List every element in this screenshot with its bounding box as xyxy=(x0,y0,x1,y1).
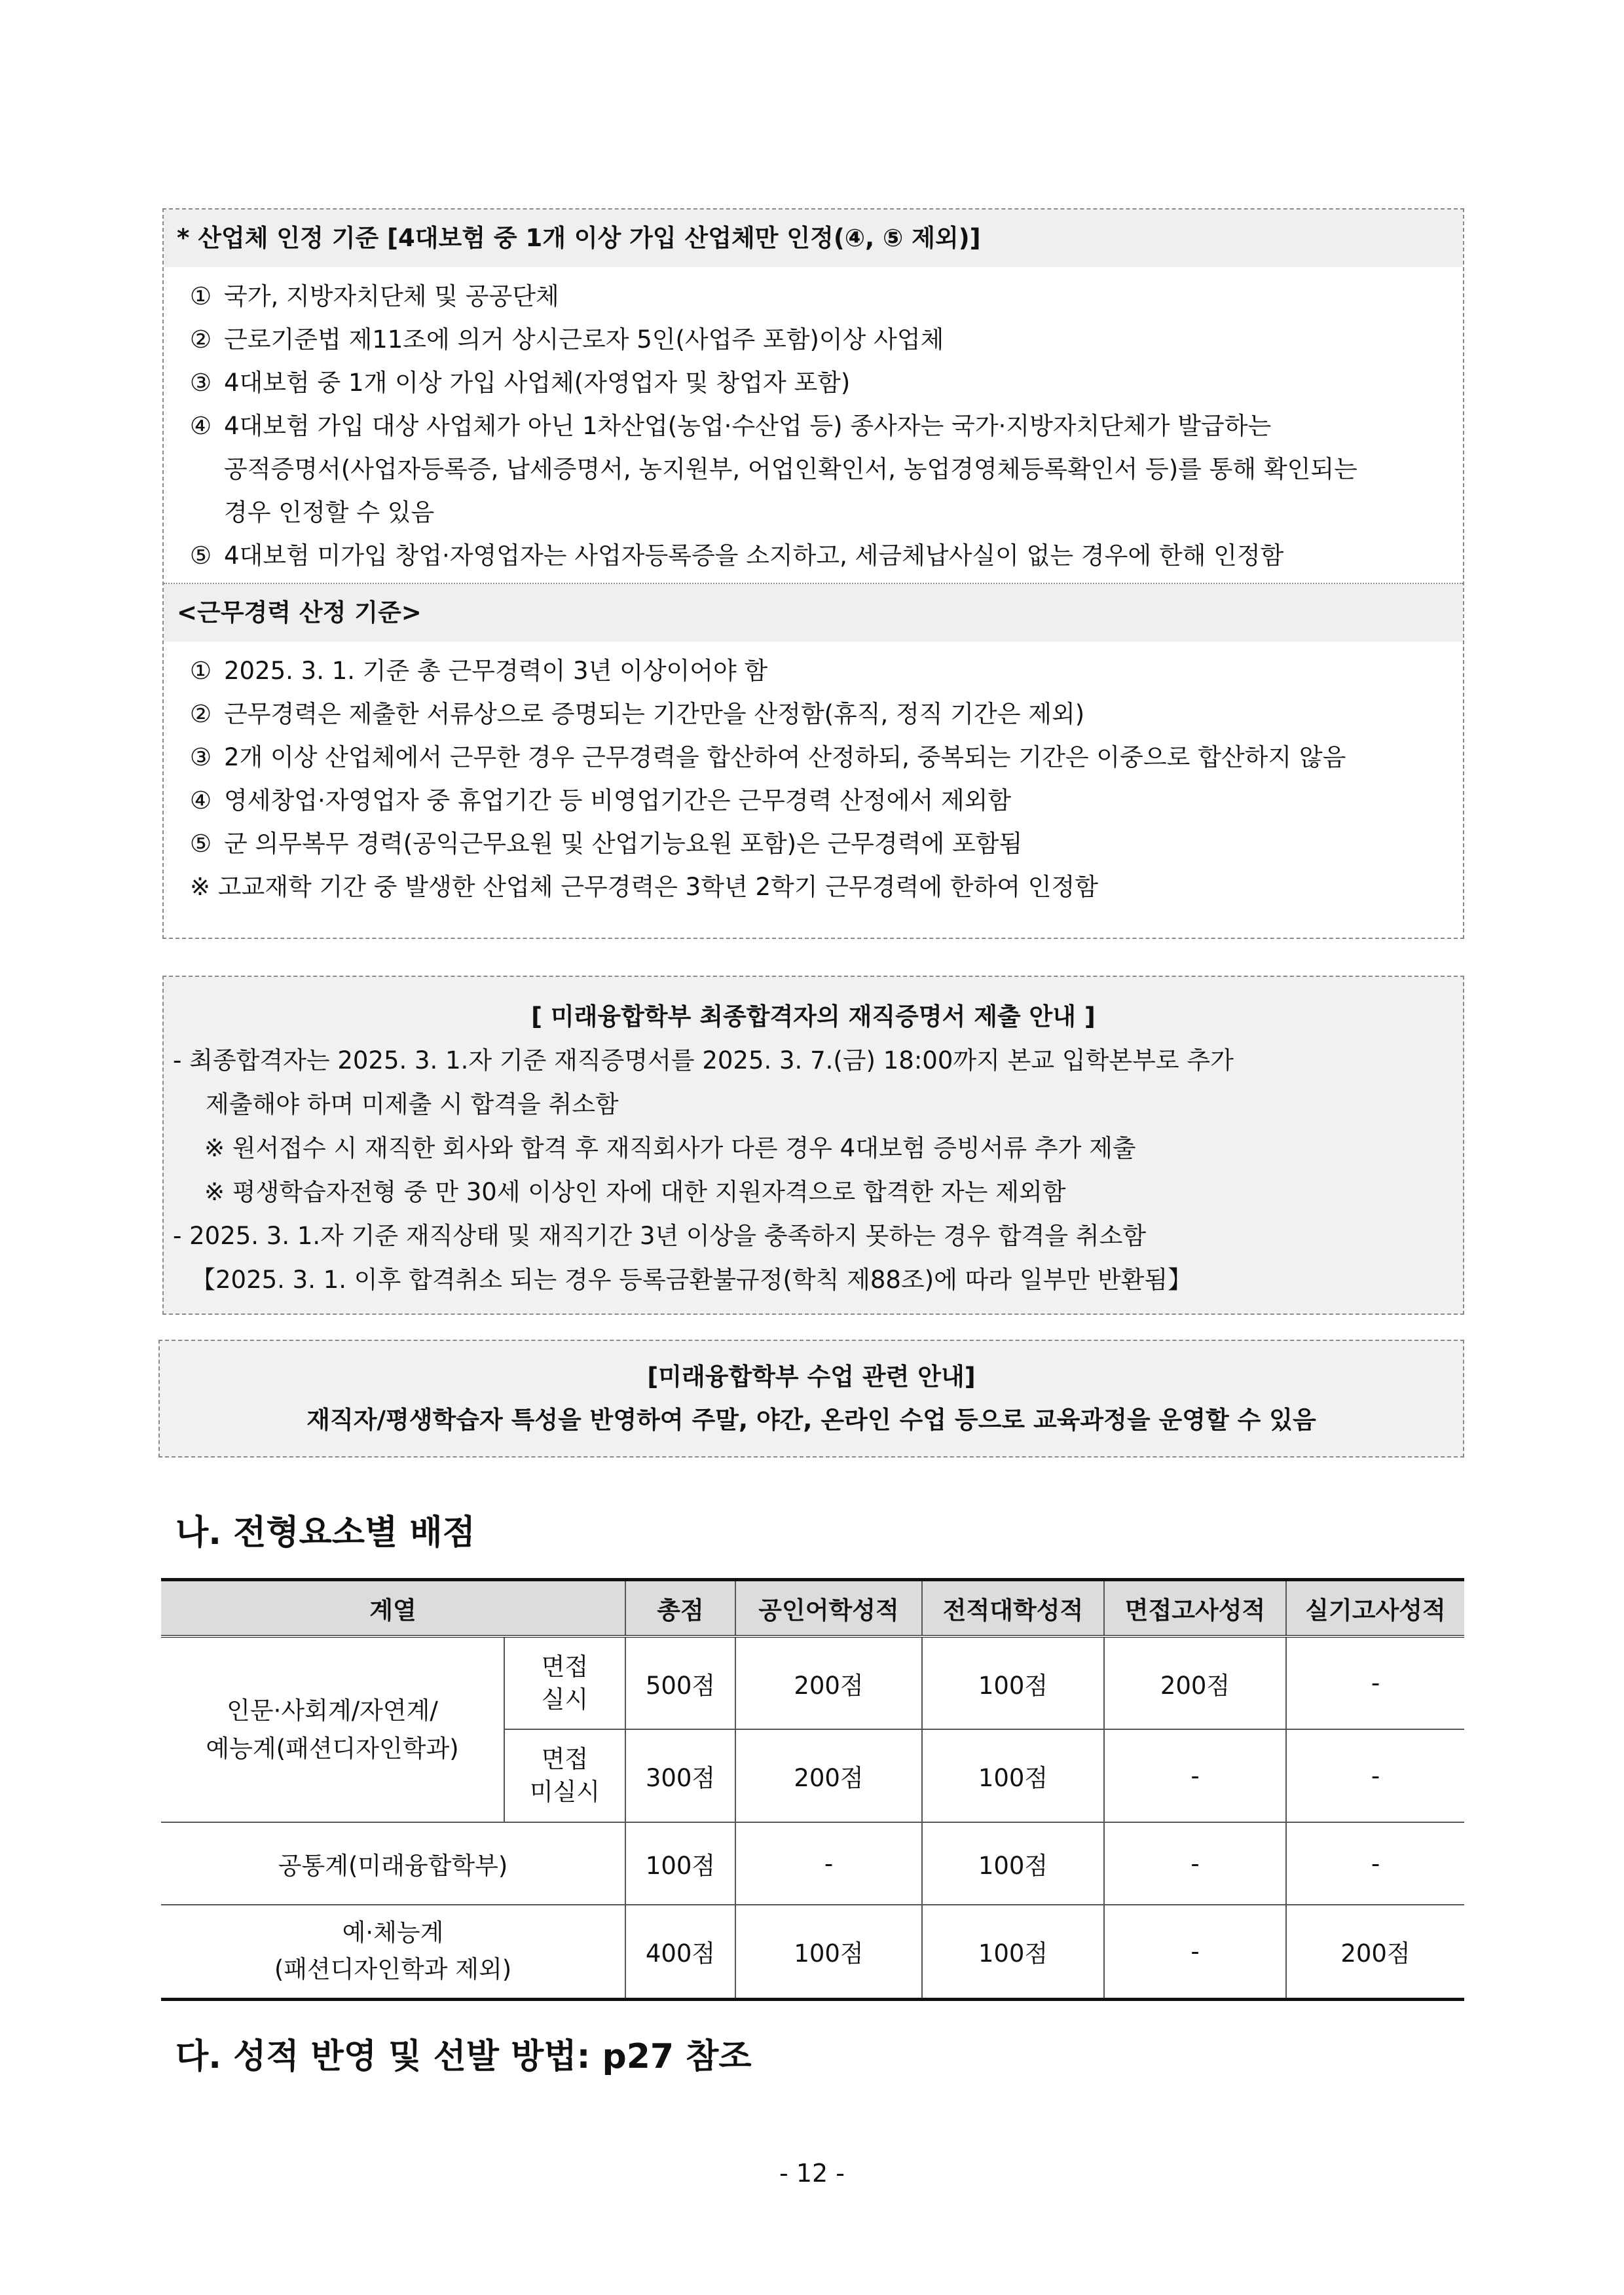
employment-notice-title: [ 미래융합학부 최종합격자의 재직증명서 제출 안내 ] xyxy=(531,1002,1096,1031)
cell-total: 400점 xyxy=(625,1905,735,1999)
list-item-continuation: 공적증명서(사업자등록증, 납세증명서, 농지원부, 어업인확인서, 농업경영체등록확인서 등)를 통해 확인되는 xyxy=(224,455,1357,483)
list-item: ④ 영세창업·자영업자 중 휴업기간 등 비영업기간은 근무경력 산정에서 제외함 xyxy=(190,786,1012,815)
group-label: 인문·사회계/자연계/ 예능계(패션디자인학과) xyxy=(161,1636,504,1822)
table-row xyxy=(161,1905,1464,1999)
list-item: ⑤ 군 의무복무 경력(공익근무요원 및 산업기능요원 포함)은 근무경력에 포함됨 xyxy=(190,830,1023,858)
class-notice-text: 재직자/평생학습자 특성을 반영하여 주말, 야간, 온라인 수업 등으로 교육과정을 운영할 수 있음 xyxy=(306,1406,1316,1434)
notice-line: - 최종합격자는 2025. 3. 1.자 기준 재직증명서를 2025. 3. 7.(금) 18:00까지 본교 입학본부로 추가 xyxy=(173,1046,1234,1074)
cell-previous-school: 100점 xyxy=(922,1905,1104,1999)
cell-interview: - xyxy=(1104,1729,1286,1822)
header-practical: 실기고사성적 xyxy=(1286,1580,1464,1637)
group-label: 예·체능계 (패션디자인학과 제외) xyxy=(161,1905,625,1999)
header-previous-school: 전적대학성적 xyxy=(922,1580,1104,1637)
header-language: 공인어학성적 xyxy=(735,1580,922,1637)
class-notice-title: [미래융합학부 수업 관련 안내] xyxy=(647,1363,976,1391)
cell-previous-school: 100점 xyxy=(922,1822,1104,1905)
group-label: 공통계(미래융합학부) xyxy=(161,1822,625,1905)
cell-interview: 200점 xyxy=(1104,1636,1286,1729)
list-item: ③ 4대보험 중 1개 이상 가입 사업체(자영업자 및 창업자 포함) xyxy=(190,369,851,397)
score-table xyxy=(161,1578,1464,2001)
cell-language: 200점 xyxy=(735,1636,922,1729)
cell-language: 200점 xyxy=(735,1729,922,1822)
cell-practical: 200점 xyxy=(1286,1905,1464,1999)
cell-total: 100점 xyxy=(625,1822,735,1905)
page-number: - 12 - xyxy=(779,2159,845,2188)
career-note: ※ 고교재학 기간 중 발생한 산업체 근무경력은 3학년 2학기 근무경력에 한하여 인정함 xyxy=(190,873,1098,901)
section-title-da: 다. 성적 반영 및 선발 방법: p27 참조 xyxy=(175,2037,752,2076)
cell-total: 300점 xyxy=(625,1729,735,1822)
list-item: ① 국가, 지방자치단체 및 공공단체 xyxy=(190,282,559,310)
cell-language: - xyxy=(735,1822,922,1905)
list-item-continuation: 경우 인정할 수 있음 xyxy=(224,498,435,526)
notice-line: ※ 평생학습자전형 중 만 30세 이상인 자에 대한 지원자격으로 합격한 자는 제외함 xyxy=(204,1178,1066,1206)
table-row xyxy=(161,1636,1464,1729)
sub-label: 면접 실시 xyxy=(504,1636,625,1729)
cell-previous-school: 100점 xyxy=(922,1636,1104,1729)
sub-label: 면접 미실시 xyxy=(504,1729,625,1822)
list-item: ② 근무경력은 제출한 서류상으로 증명되는 기간만을 산정함(휴직, 정직 기간은 제외) xyxy=(190,700,1085,728)
employment-notice-box xyxy=(162,976,1464,1315)
header-total: 총점 xyxy=(625,1580,735,1637)
cell-practical: - xyxy=(1286,1822,1464,1905)
cell-interview: - xyxy=(1104,1905,1286,1999)
header-interview: 면접고사성적 xyxy=(1104,1580,1286,1637)
notice-line: - 2025. 3. 1.자 기준 재직상태 및 재직기간 3년 이상을 충족하지 못하는 경우 합격을 취소함 xyxy=(173,1222,1147,1250)
career-criteria-title: <근무경력 산정 기준> xyxy=(164,584,1463,642)
notice-line: 제출해야 하며 미제출 시 합격을 취소함 xyxy=(206,1090,619,1118)
cell-total: 500점 xyxy=(625,1636,735,1729)
cell-practical: - xyxy=(1286,1636,1464,1729)
list-item: ④ 4대보험 가입 대상 사업체가 아닌 1차산업(농업·수산업 등) 종사자는 국가·지방자치단체가 발급하는 xyxy=(190,412,1272,440)
industry-criteria-title: * 산업체 인정 기준 [4대보험 중 1개 이상 가입 산업체만 인정(④, ⑤ 제외)] xyxy=(164,210,1463,267)
section-title-na: 나. 전형요소별 배점 xyxy=(175,1513,475,1552)
cell-interview: - xyxy=(1104,1822,1286,1905)
cell-previous-school: 100점 xyxy=(922,1729,1104,1822)
notice-line: 【2025. 3. 1. 이후 합격취소 되는 경우 등록금환불규정(학칙 제88조)에 따라 일부만 반환됨】 xyxy=(191,1266,1192,1294)
list-item: ② 근로기준법 제11조에 의거 상시근로자 5인(사업주 포함)이상 사업체 xyxy=(190,325,944,354)
cell-language: 100점 xyxy=(735,1905,922,1999)
industry-criteria-list xyxy=(164,267,1463,583)
notice-line: ※ 원서접수 시 재직한 회사와 합격 후 재직회사가 다른 경우 4대보험 증빙서류 추가 제출 xyxy=(204,1134,1136,1162)
list-item: ⑤ 4대보험 미가입 창업·자영업자는 사업자등록증을 소지하고, 세금체납사실이 없는 경우에 한해 인정함 xyxy=(190,542,1284,570)
header-category: 계열 xyxy=(161,1580,625,1637)
table-row xyxy=(161,1822,1464,1905)
class-notice-box xyxy=(158,1340,1464,1458)
list-item: ③ 2개 이상 산업체에서 근무한 경우 근무경력을 합산하여 산정하되, 중복되는 기간은 이중으로 합산하지 않음 xyxy=(190,743,1346,771)
career-criteria-list xyxy=(164,642,1463,914)
criteria-box xyxy=(162,208,1464,939)
list-item: ① 2025. 3. 1. 기준 총 근무경력이 3년 이상이어야 함 xyxy=(190,657,768,685)
cell-practical: - xyxy=(1286,1729,1464,1822)
